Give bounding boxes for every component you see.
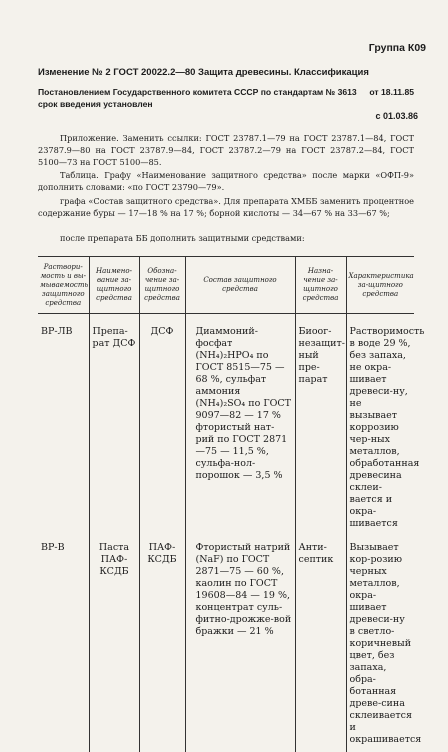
cell-characteristic: Растворимость в воде 29 %, без запаха, не окра-шивает древеси-ну, не вызывает коррозию чер-ных металлов, обработанная древесина склеи-вается и окра-шивается [346, 314, 414, 537]
header-designation: Обозна-чение за-щитного средства [139, 257, 185, 314]
cell-composition: Фтористый натрий (NaF) по ГОСТ 2871—75 — 60 %, каолин по ГОСТ 19608—84 — 19 %, концентрат суль-фитно-дрожже-вой бражки — 21 % [185, 536, 295, 752]
cell-solubility: ВР-ЛВ [41, 326, 73, 337]
decree-text: Постановлением Государственного комитета СССР по стандартам № 3613 срок введения установлен [38, 87, 357, 109]
cell-solubility: ВР-В [41, 542, 65, 553]
change-title: Изменение № 2 ГОСТ 20022.2—80 Защита древесины. Классификация [38, 67, 369, 78]
decree-date: от 18.11.85 [369, 87, 414, 97]
table-header-row [38, 257, 414, 314]
paragraph-add-agents: после препарата ББ дополнить защитными средствами: [60, 233, 305, 243]
cell-name: Препа-рат ДСФ [89, 314, 139, 537]
header-purpose: Назна-чение за-щитного средства [295, 257, 346, 314]
cell-composition: Диаммоний-фосфат (NH₄)₂HPO₄ по ГОСТ 8515—75 — 68 %, сульфат аммония (NH₄)₂SO₄ по ГОСТ 9097—82 — 17 % фтористый нат-рий по ГОСТ 2871—75 — 11,5 %, сульфа-нол-порошок — 3,5 % [185, 314, 295, 537]
header-composition: Состав защитного средства [185, 257, 295, 314]
cell-purpose: Биоог-незащит-ный пре-парат [295, 314, 346, 537]
cell-purpose: Анти-септик [295, 536, 346, 752]
effective-date: с 01.03.86 [375, 111, 418, 121]
group-label: Группа К09 [368, 42, 426, 54]
header-characteristic: Характеристика за-щитного средства [346, 257, 414, 314]
cell-designation: ДСФ [139, 314, 185, 537]
cell-designation: ПАФ-КСДБ [139, 536, 185, 752]
paragraph-appendix: Приложение. Заменить ссылки: ГОСТ 23787.1—79 на ГОСТ 23787.1—84, ГОСТ 23787.9—80 на ГОСТ 23787.9—84, ГОСТ 23787.2—79 на ГОСТ 23787.2—84, ГОСТ 5100—73 на ГОСТ 5100—85. [38, 133, 414, 167]
table-row [38, 314, 414, 537]
paragraph-table-column: Таблица. Графу «Наименование защитного средства» после марки «ОФП-9» дополнить словами: «по ГОСТ 23790—79». [38, 170, 414, 192]
protective-agents-table [38, 256, 425, 752]
header-solubility: Раствори-мость и вы-мываемость защитного средства [38, 257, 89, 314]
table-row [38, 536, 414, 752]
paragraph-composition: графа «Состав защитного средства». Для препарата ХМББ заменить процентное содержание буры — 17—18 % на 17 %; борной кислоты — 34—67 % на 33—67 %; [38, 196, 414, 218]
header-name: Наимено-вание за-щитного средства [89, 257, 139, 314]
decree-statement [38, 86, 414, 110]
cell-name: Паста ПАФ-КСДБ [89, 536, 139, 752]
cell-characteristic: Вызывает кор-розию черных металлов, окра-шивает древеси-ну в светло-коричневый цвет, без запаха, обра-ботанная древе-сина склеивается и окрашивается [346, 536, 414, 752]
